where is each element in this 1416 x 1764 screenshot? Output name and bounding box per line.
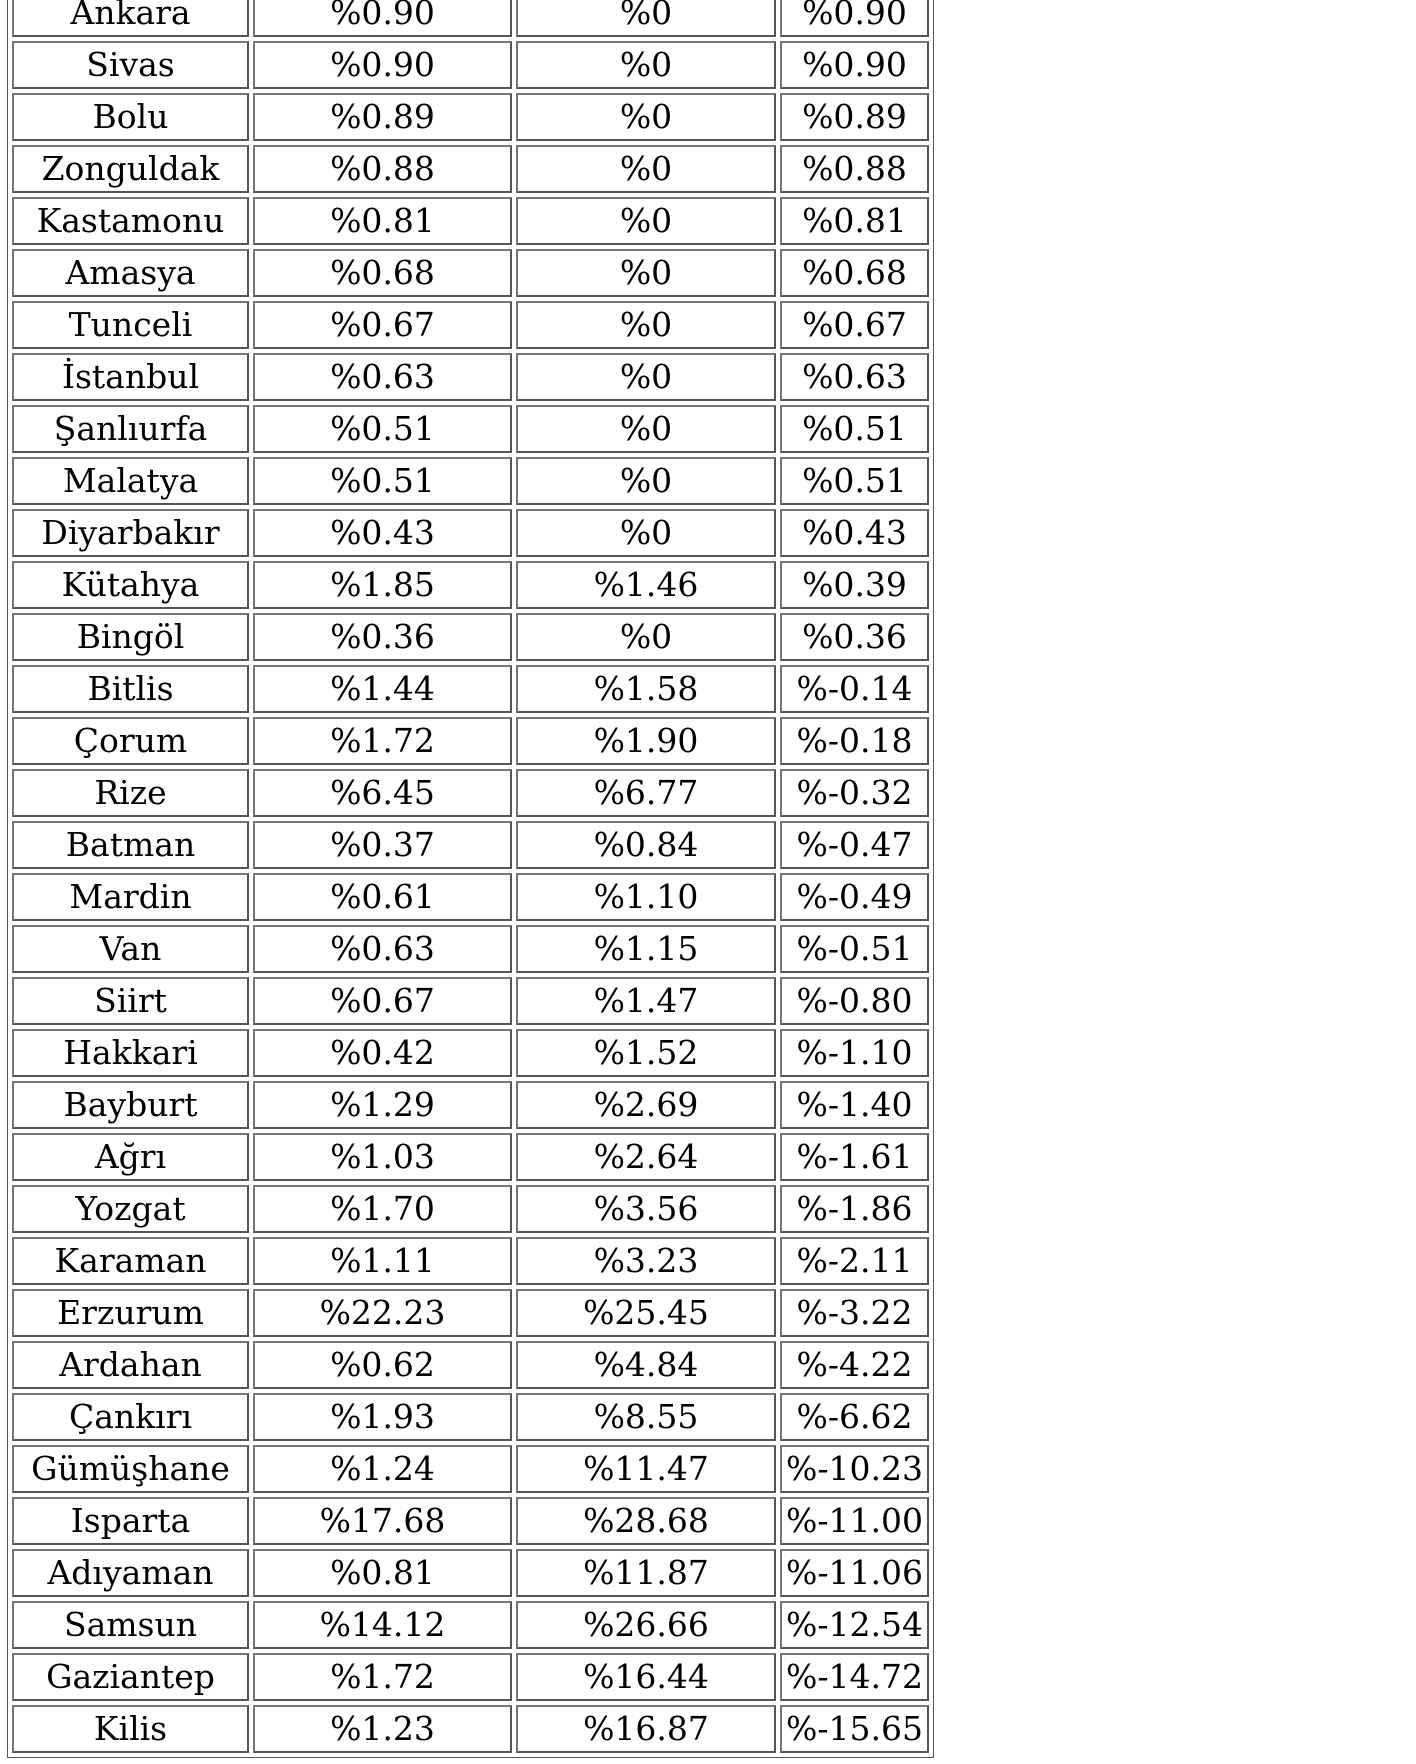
value-b-cell: %1.15 bbox=[516, 925, 776, 973]
value-a-cell: %0.61 bbox=[253, 873, 512, 921]
city-cell: Bayburt bbox=[12, 1081, 249, 1129]
value-b-cell: %0 bbox=[516, 457, 776, 505]
difference-cell: %-0.14 bbox=[780, 665, 929, 713]
difference-cell: %-0.18 bbox=[780, 717, 929, 765]
city-cell: Gaziantep bbox=[12, 1653, 249, 1701]
value-a-cell: %1.11 bbox=[253, 1237, 512, 1285]
city-cell: Erzurum bbox=[12, 1289, 249, 1337]
difference-cell: %0.68 bbox=[780, 249, 929, 297]
city-cell: Kütahya bbox=[12, 561, 249, 609]
city-cell: Ağrı bbox=[12, 1133, 249, 1181]
city-cell: Rize bbox=[12, 769, 249, 817]
value-b-cell: %0 bbox=[516, 405, 776, 453]
difference-cell: %-11.00 bbox=[780, 1497, 929, 1545]
value-b-cell: %1.90 bbox=[516, 717, 776, 765]
value-a-cell: %0.88 bbox=[253, 145, 512, 193]
difference-cell: %-4.22 bbox=[780, 1341, 929, 1389]
value-b-cell: %1.58 bbox=[516, 665, 776, 713]
table-row bbox=[12, 561, 929, 609]
value-a-cell: %1.03 bbox=[253, 1133, 512, 1181]
value-a-cell: %0.51 bbox=[253, 457, 512, 505]
value-b-cell: %16.87 bbox=[516, 1705, 776, 1753]
difference-cell: %0.67 bbox=[780, 301, 929, 349]
difference-cell: %-15.65 bbox=[780, 1705, 929, 1753]
city-cell: Bitlis bbox=[12, 665, 249, 713]
table-row bbox=[12, 509, 929, 557]
difference-cell: %-11.06 bbox=[780, 1549, 929, 1597]
value-a-cell: %0.36 bbox=[253, 613, 512, 661]
city-cell: Samsun bbox=[12, 1601, 249, 1649]
value-a-cell: %0.63 bbox=[253, 353, 512, 401]
difference-cell: %-14.72 bbox=[780, 1653, 929, 1701]
difference-cell: %-1.61 bbox=[780, 1133, 929, 1181]
difference-cell: %-0.51 bbox=[780, 925, 929, 973]
value-b-cell: %0 bbox=[516, 145, 776, 193]
difference-cell: %-10.23 bbox=[780, 1445, 929, 1493]
difference-cell: %-6.62 bbox=[780, 1393, 929, 1441]
difference-cell: %-1.10 bbox=[780, 1029, 929, 1077]
value-a-cell: %0.90 bbox=[253, 41, 512, 89]
table-row bbox=[12, 249, 929, 297]
value-b-cell: %28.68 bbox=[516, 1497, 776, 1545]
city-cell: Sivas bbox=[12, 41, 249, 89]
value-a-cell: %0.43 bbox=[253, 509, 512, 557]
difference-cell: %0.51 bbox=[780, 457, 929, 505]
city-cell: İstanbul bbox=[12, 353, 249, 401]
table-row bbox=[12, 1185, 929, 1233]
difference-cell: %-0.47 bbox=[780, 821, 929, 869]
table-row bbox=[12, 1029, 929, 1077]
city-cell: Amasya bbox=[12, 249, 249, 297]
table-row bbox=[12, 769, 929, 817]
value-a-cell: %0.62 bbox=[253, 1341, 512, 1389]
value-a-cell: %0.67 bbox=[253, 301, 512, 349]
value-a-cell: %0.81 bbox=[253, 1549, 512, 1597]
table-row bbox=[12, 145, 929, 193]
value-a-cell: %0.42 bbox=[253, 1029, 512, 1077]
value-b-cell: %16.44 bbox=[516, 1653, 776, 1701]
value-b-cell: %26.66 bbox=[516, 1601, 776, 1649]
city-cell: Bingöl bbox=[12, 613, 249, 661]
value-b-cell: %0 bbox=[516, 93, 776, 141]
value-b-cell: %2.69 bbox=[516, 1081, 776, 1129]
value-b-cell: %0.84 bbox=[516, 821, 776, 869]
difference-cell: %0.36 bbox=[780, 613, 929, 661]
city-cell: Bolu bbox=[12, 93, 249, 141]
city-cell: Adıyaman bbox=[12, 1549, 249, 1597]
value-a-cell: %1.24 bbox=[253, 1445, 512, 1493]
value-a-cell: %0.51 bbox=[253, 405, 512, 453]
value-a-cell: %1.85 bbox=[253, 561, 512, 609]
table-row bbox=[12, 0, 929, 37]
city-cell: Tunceli bbox=[12, 301, 249, 349]
table-row bbox=[12, 821, 929, 869]
difference-cell: %-0.49 bbox=[780, 873, 929, 921]
value-b-cell: %3.56 bbox=[516, 1185, 776, 1233]
table-row bbox=[12, 353, 929, 401]
table-row bbox=[12, 1289, 929, 1337]
table-row bbox=[12, 1653, 929, 1701]
value-a-cell: %17.68 bbox=[253, 1497, 512, 1545]
difference-cell: %0.88 bbox=[780, 145, 929, 193]
table-row bbox=[12, 925, 929, 973]
table-row bbox=[12, 1705, 929, 1753]
table-row bbox=[12, 665, 929, 713]
city-cell: Malatya bbox=[12, 457, 249, 505]
table-row bbox=[12, 1393, 929, 1441]
value-b-cell: %4.84 bbox=[516, 1341, 776, 1389]
table-row bbox=[12, 1081, 929, 1129]
difference-cell: %-3.22 bbox=[780, 1289, 929, 1337]
value-a-cell: %1.23 bbox=[253, 1705, 512, 1753]
value-a-cell: %14.12 bbox=[253, 1601, 512, 1649]
difference-cell: %0.63 bbox=[780, 353, 929, 401]
value-b-cell: %25.45 bbox=[516, 1289, 776, 1337]
city-cell: Şanlıurfa bbox=[12, 405, 249, 453]
value-b-cell: %0 bbox=[516, 197, 776, 245]
table-row bbox=[12, 873, 929, 921]
value-a-cell: %1.29 bbox=[253, 1081, 512, 1129]
value-b-cell: %8.55 bbox=[516, 1393, 776, 1441]
value-b-cell: %0 bbox=[516, 613, 776, 661]
table-row bbox=[12, 41, 929, 89]
difference-cell: %0.89 bbox=[780, 93, 929, 141]
value-a-cell: %1.72 bbox=[253, 1653, 512, 1701]
value-b-cell: %1.47 bbox=[516, 977, 776, 1025]
value-a-cell: %0.89 bbox=[253, 93, 512, 141]
table-row bbox=[12, 1549, 929, 1597]
value-b-cell: %0 bbox=[516, 249, 776, 297]
difference-cell: %0.90 bbox=[780, 0, 929, 37]
value-b-cell: %3.23 bbox=[516, 1237, 776, 1285]
city-cell: Siirt bbox=[12, 977, 249, 1025]
value-a-cell: %1.93 bbox=[253, 1393, 512, 1441]
value-b-cell: %0 bbox=[516, 41, 776, 89]
table-row bbox=[12, 1497, 929, 1545]
table-row bbox=[12, 93, 929, 141]
table-row bbox=[12, 1133, 929, 1181]
value-a-cell: %0.67 bbox=[253, 977, 512, 1025]
table-row bbox=[12, 457, 929, 505]
difference-cell: %0.43 bbox=[780, 509, 929, 557]
table-row bbox=[12, 1237, 929, 1285]
value-a-cell: %0.68 bbox=[253, 249, 512, 297]
value-b-cell: %0 bbox=[516, 301, 776, 349]
table-row bbox=[12, 301, 929, 349]
city-cell: Gümüşhane bbox=[12, 1445, 249, 1493]
value-b-cell: %11.47 bbox=[516, 1445, 776, 1493]
value-b-cell: %1.52 bbox=[516, 1029, 776, 1077]
value-b-cell: %1.46 bbox=[516, 561, 776, 609]
city-cell: Ardahan bbox=[12, 1341, 249, 1389]
difference-cell: %-12.54 bbox=[780, 1601, 929, 1649]
value-a-cell: %0.90 bbox=[253, 0, 512, 37]
value-a-cell: %0.37 bbox=[253, 821, 512, 869]
city-cell: Kastamonu bbox=[12, 197, 249, 245]
city-cell: Isparta bbox=[12, 1497, 249, 1545]
value-a-cell: %0.81 bbox=[253, 197, 512, 245]
results-table bbox=[7, 0, 934, 1758]
table-row bbox=[12, 1601, 929, 1649]
difference-cell: %-0.80 bbox=[780, 977, 929, 1025]
city-cell: Karaman bbox=[12, 1237, 249, 1285]
value-a-cell: %1.70 bbox=[253, 1185, 512, 1233]
value-b-cell: %0 bbox=[516, 0, 776, 37]
difference-cell: %0.90 bbox=[780, 41, 929, 89]
table-row bbox=[12, 197, 929, 245]
table-body bbox=[12, 0, 929, 1753]
difference-cell: %0.51 bbox=[780, 405, 929, 453]
table-row bbox=[12, 613, 929, 661]
city-cell: Zonguldak bbox=[12, 145, 249, 193]
value-a-cell: %1.44 bbox=[253, 665, 512, 713]
difference-cell: %-2.11 bbox=[780, 1237, 929, 1285]
city-cell: Hakkari bbox=[12, 1029, 249, 1077]
difference-cell: %0.39 bbox=[780, 561, 929, 609]
city-cell: Çankırı bbox=[12, 1393, 249, 1441]
value-b-cell: %2.64 bbox=[516, 1133, 776, 1181]
table-row bbox=[12, 717, 929, 765]
city-cell: Kilis bbox=[12, 1705, 249, 1753]
value-a-cell: %1.72 bbox=[253, 717, 512, 765]
city-cell: Mardin bbox=[12, 873, 249, 921]
table-row bbox=[12, 405, 929, 453]
value-a-cell: %6.45 bbox=[253, 769, 512, 817]
city-cell: Van bbox=[12, 925, 249, 973]
table-row bbox=[12, 977, 929, 1025]
value-b-cell: %0 bbox=[516, 509, 776, 557]
city-cell: Çorum bbox=[12, 717, 249, 765]
value-b-cell: %6.77 bbox=[516, 769, 776, 817]
value-a-cell: %22.23 bbox=[253, 1289, 512, 1337]
difference-cell: %-1.86 bbox=[780, 1185, 929, 1233]
difference-cell: %-1.40 bbox=[780, 1081, 929, 1129]
difference-cell: %0.81 bbox=[780, 197, 929, 245]
value-a-cell: %0.63 bbox=[253, 925, 512, 973]
table-row bbox=[12, 1445, 929, 1493]
city-cell: Yozgat bbox=[12, 1185, 249, 1233]
table-row bbox=[12, 1341, 929, 1389]
city-cell: Diyarbakır bbox=[12, 509, 249, 557]
city-cell: Batman bbox=[12, 821, 249, 869]
value-b-cell: %1.10 bbox=[516, 873, 776, 921]
value-b-cell: %0 bbox=[516, 353, 776, 401]
city-cell: Ankara bbox=[12, 0, 249, 37]
value-b-cell: %11.87 bbox=[516, 1549, 776, 1597]
difference-cell: %-0.32 bbox=[780, 769, 929, 817]
